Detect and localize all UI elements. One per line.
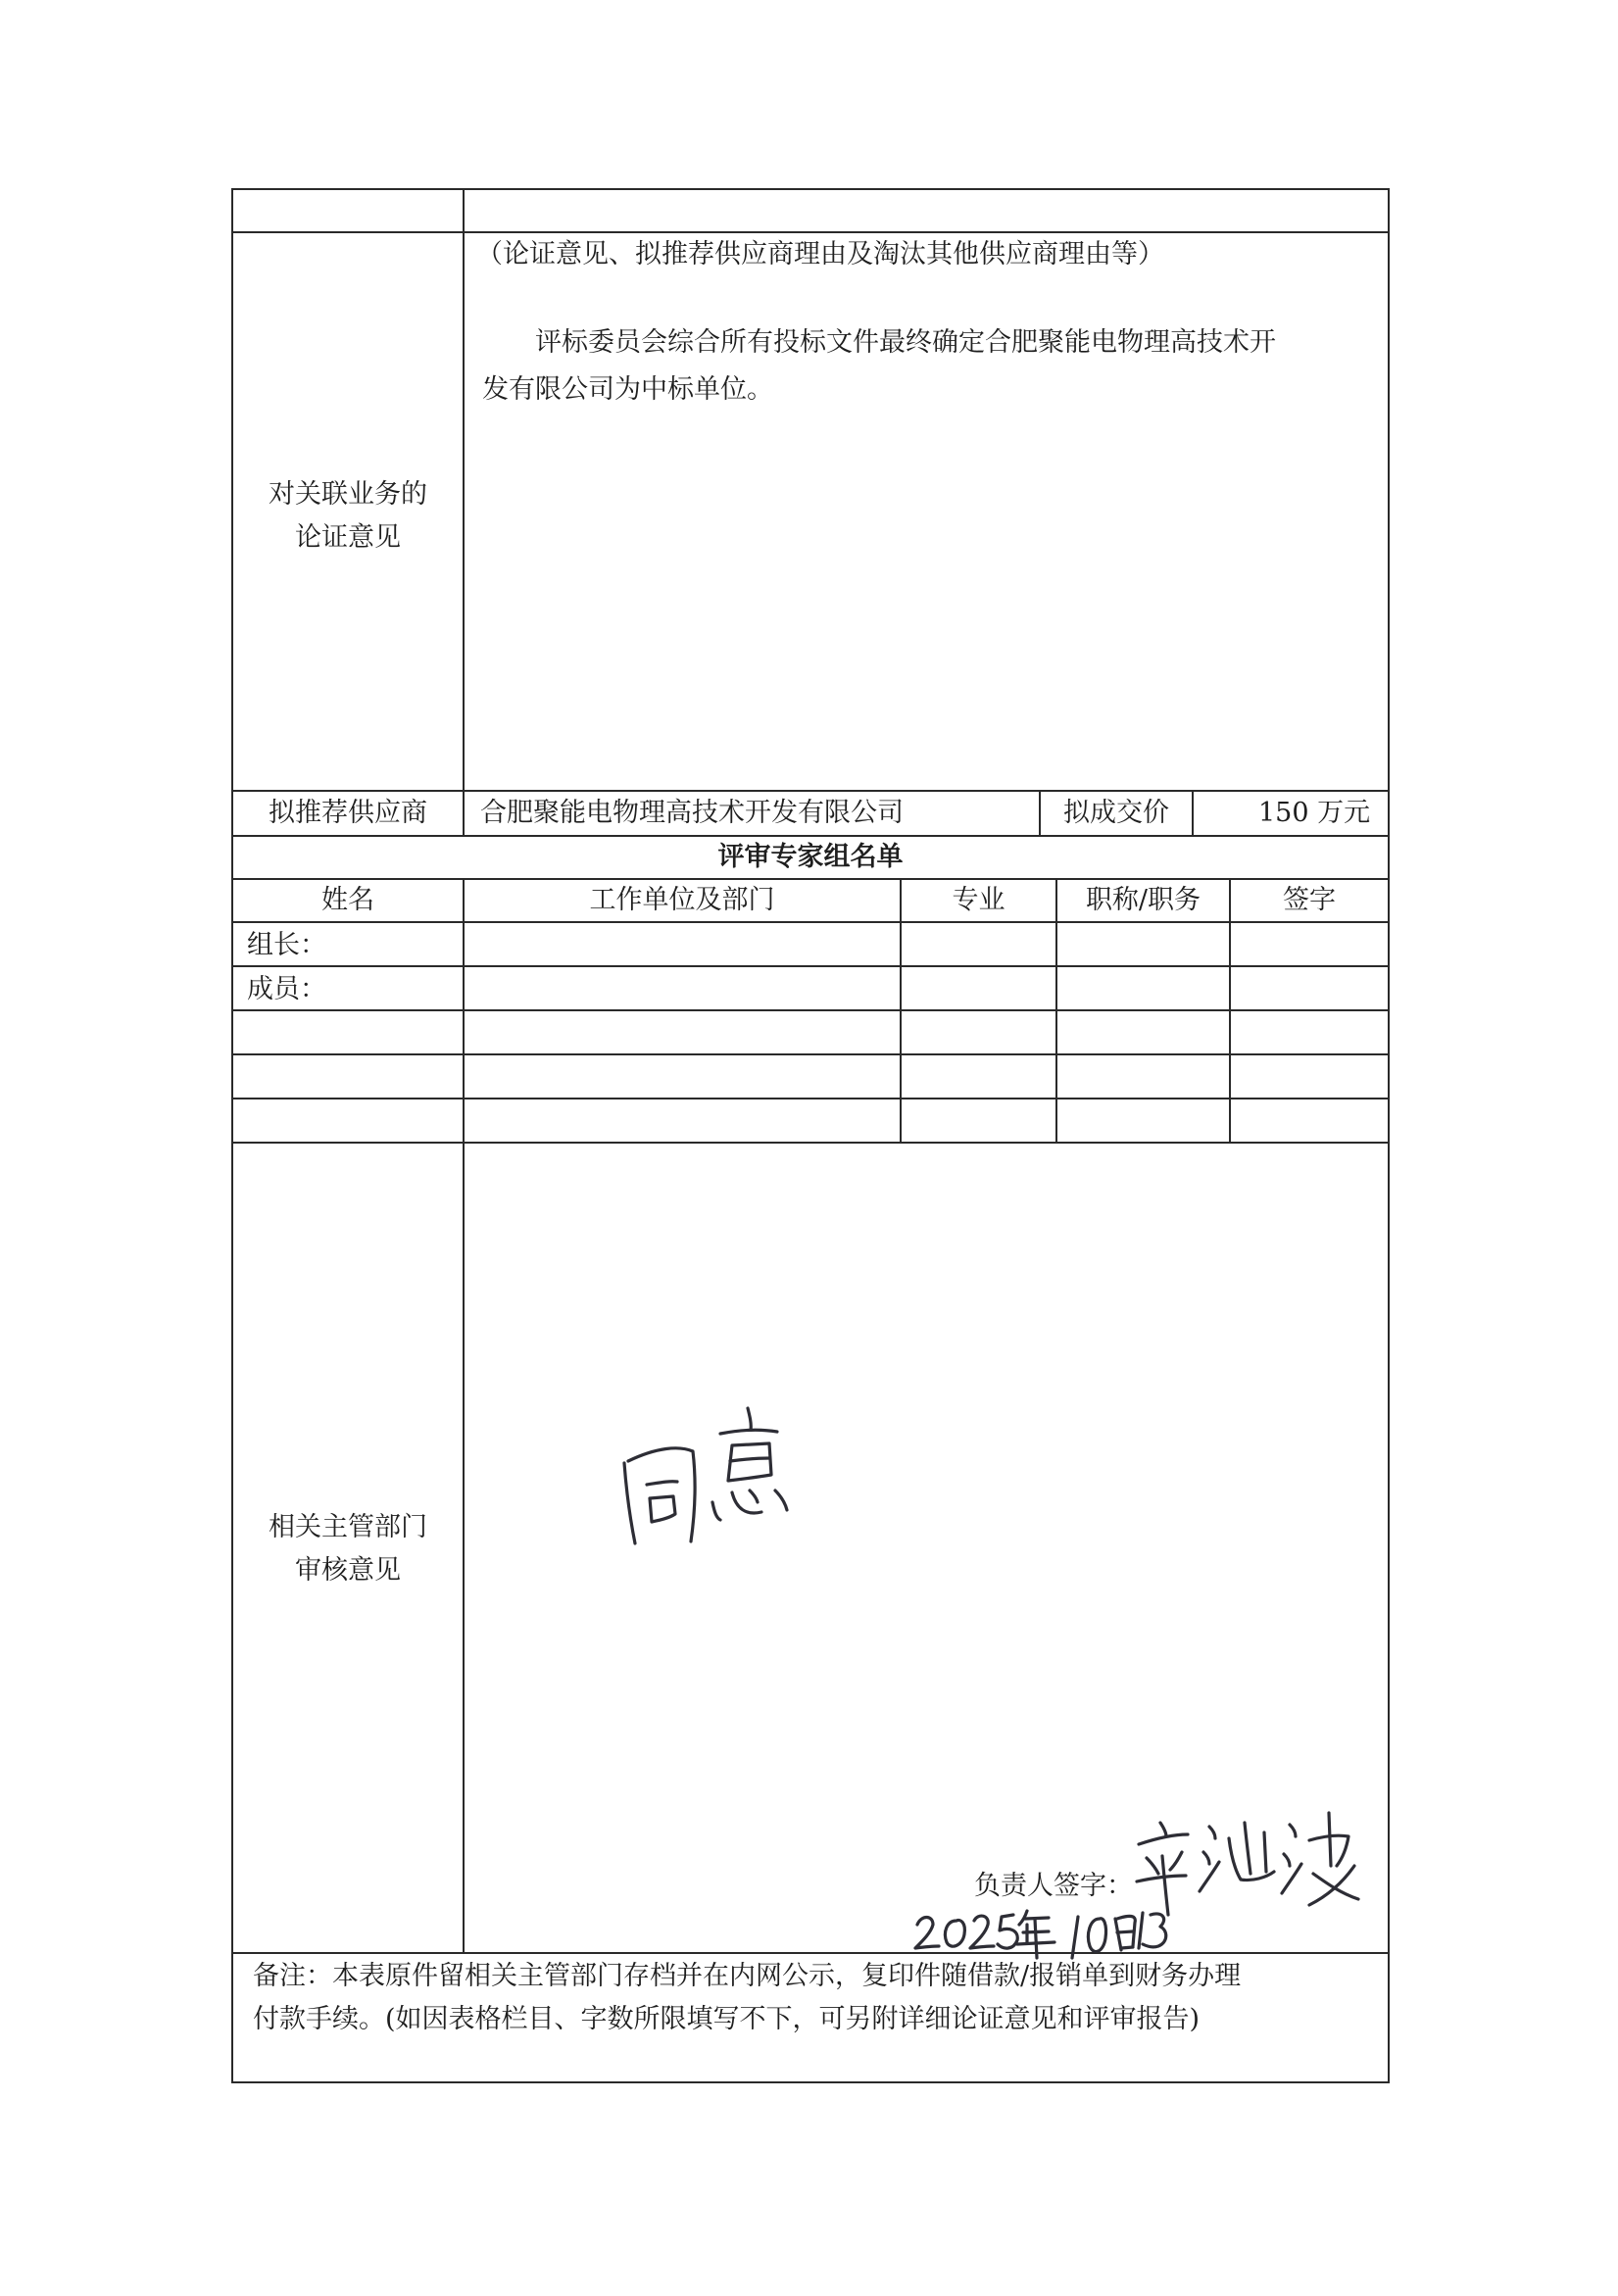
signer-label: 负责人签字： xyxy=(974,1871,1133,1901)
justification-label-line2: 论证意见 xyxy=(295,522,401,553)
expert-header-unit: 工作单位及部门 xyxy=(589,885,775,915)
row-divider xyxy=(231,790,1390,792)
row-divider xyxy=(231,1952,1390,1954)
expert-col-divider xyxy=(1055,878,1057,1144)
expert-header-title: 职称/职务 xyxy=(1085,885,1201,915)
table-top-border xyxy=(231,188,1390,190)
dept-review-label-line1: 相关主管部门 xyxy=(269,1512,427,1542)
row-divider xyxy=(231,921,1390,923)
remarks-line1: 备注：本表原件留相关主管部门存档并在内网公示，复印件随借款/报销单到财务办理 xyxy=(253,1961,1242,1991)
row-divider xyxy=(231,1098,1390,1099)
expert-col-divider xyxy=(463,878,465,1144)
justification-hint: （论证意见、拟推荐供应商理由及淘汰其他供应商理由等） xyxy=(476,239,1164,269)
justification-body-line1: 评标委员会综合所有投标文件最终确定合肥聚能电物理高技术开 xyxy=(535,327,1276,358)
expert-col-divider xyxy=(1229,878,1231,1144)
table-left-border xyxy=(231,188,233,2083)
table-right-border xyxy=(1388,188,1390,2083)
row-divider xyxy=(231,231,1390,233)
expert-header-major: 专业 xyxy=(952,885,1005,915)
expert-row-member-label: 成员： xyxy=(247,974,326,1004)
label-column-divider xyxy=(463,188,465,835)
expert-row-leader-label: 组长： xyxy=(247,930,326,960)
handwritten-date xyxy=(911,1903,1176,1962)
supplier-label: 拟推荐供应商 xyxy=(269,798,427,828)
remarks-line2: 付款手续。(如因表格栏目、字数所限填写不下，可另附详细论证意见和评审报告) xyxy=(253,2004,1201,2034)
price-label-divider-right xyxy=(1192,790,1194,835)
justification-body-line2: 发有限公司为中标单位。 xyxy=(482,374,773,405)
expert-header-name: 姓名 xyxy=(321,885,374,915)
handwritten-approval xyxy=(603,1396,799,1563)
row-divider xyxy=(231,965,1390,967)
row-divider xyxy=(231,835,1390,837)
dept-review-label-line2: 审核意见 xyxy=(295,1555,401,1586)
expert-col-divider xyxy=(900,878,902,1144)
expert-header-signature: 签字 xyxy=(1283,885,1336,915)
row-divider xyxy=(231,1009,1390,1011)
price-value: 150 万元 xyxy=(1258,798,1371,828)
table-bottom-border xyxy=(231,2081,1390,2083)
expert-list-title: 评审专家组名单 xyxy=(717,842,904,872)
row-divider xyxy=(231,878,1390,880)
row-divider xyxy=(231,1053,1390,1055)
handwritten-signature xyxy=(1127,1783,1372,1921)
label-column-divider xyxy=(463,1142,465,1954)
row-divider xyxy=(231,1142,1390,1144)
price-label: 拟成交价 xyxy=(1063,798,1169,828)
justification-label-line1: 对关联业务的 xyxy=(269,479,427,510)
supplier-name: 合肥聚能电物理高技术开发有限公司 xyxy=(480,798,904,828)
